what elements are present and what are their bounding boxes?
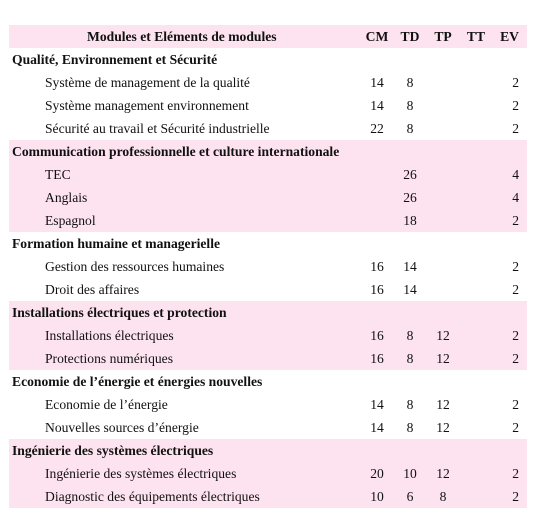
- td-hours: 6: [406, 489, 414, 504]
- cm-hours: 14: [370, 98, 384, 113]
- element-name: Economie de l’énergie: [45, 397, 168, 412]
- section-title: Installations électriques et protection: [12, 305, 227, 320]
- header-tp: TP: [434, 29, 452, 44]
- element-name: TEC: [45, 167, 71, 182]
- ev-value: 2: [512, 75, 519, 90]
- ev-value: 2: [512, 282, 519, 297]
- ev-value: 2: [512, 420, 519, 435]
- ev-value: 2: [512, 328, 519, 343]
- element-name: Installations électriques: [45, 328, 174, 343]
- table-row: [9, 347, 527, 370]
- element-name: Anglais: [45, 190, 88, 205]
- section-row: [9, 48, 527, 71]
- header-ev: EV: [500, 29, 519, 44]
- cm-hours: 20: [370, 466, 384, 481]
- cropped-next-section: [9, 508, 527, 516]
- cm-hours: 14: [370, 75, 384, 90]
- table-row: [9, 71, 527, 94]
- td-hours: 8: [406, 420, 414, 435]
- tp-hours: 12: [436, 397, 450, 412]
- td-hours: 26: [403, 190, 417, 205]
- section-row: [9, 301, 527, 324]
- tt-hours: [463, 71, 489, 94]
- cm-hours: 16: [370, 351, 384, 366]
- section-title: Qualité, Environnement et Sécurité: [12, 52, 218, 67]
- cropped-heading: [0, 0, 535, 6]
- td-hours: 18: [403, 213, 417, 228]
- tt-hours: [463, 347, 489, 370]
- td-hours: 8: [406, 121, 414, 136]
- tt-hours: [463, 163, 489, 186]
- element-name: Gestion des ressources humaines: [45, 259, 225, 274]
- cm-hours: 16: [370, 259, 384, 274]
- tt-hours: [463, 278, 489, 301]
- tt-hours: [463, 324, 489, 347]
- header-modules-label: Modules et Eléments de modules: [87, 29, 277, 44]
- element-name: Sécurité au travail et Sécurité industrielle: [45, 121, 270, 136]
- ev-value: 2: [512, 466, 519, 481]
- tp-hours: [430, 71, 456, 94]
- td-hours: 8: [406, 98, 414, 113]
- ev-value: 2: [512, 351, 519, 366]
- table-row: [9, 324, 527, 347]
- cm-hours: 16: [370, 282, 384, 297]
- td-hours: 14: [403, 282, 417, 297]
- element-name: Protections numériques: [45, 351, 173, 366]
- tt-hours: [463, 393, 489, 416]
- tp-hours: [430, 117, 456, 140]
- table-row: [9, 163, 527, 186]
- tt-hours: [463, 416, 489, 439]
- table-header-row: [9, 25, 527, 48]
- tt-hours: [463, 462, 489, 485]
- tp-hours: 12: [436, 351, 450, 366]
- tt-hours: [463, 186, 489, 209]
- tt-hours: [463, 117, 489, 140]
- header-td: TD: [400, 29, 420, 44]
- element-name: Diagnostic des équipements électriques: [45, 489, 260, 504]
- element-name: Droit des affaires: [45, 282, 140, 297]
- tp-hours: [430, 94, 456, 117]
- tt-hours: [463, 485, 489, 508]
- tp-hours: [430, 255, 456, 278]
- tp-hours: [430, 278, 456, 301]
- section-row: [9, 439, 527, 462]
- td-hours: 8: [406, 75, 414, 90]
- tt-hours: [463, 94, 489, 117]
- table-row: [9, 209, 527, 232]
- element-name: Système de management de la qualité: [45, 75, 250, 90]
- section-title: Formation humaine et managerielle: [12, 236, 221, 251]
- tt-hours: [463, 255, 489, 278]
- table-row: [9, 278, 527, 301]
- ev-value: 2: [512, 397, 519, 412]
- cm-hours: 10: [370, 489, 384, 504]
- cm-hours: [364, 209, 390, 232]
- ev-value: 2: [512, 213, 519, 228]
- table-row: [9, 94, 527, 117]
- table-row: [9, 117, 527, 140]
- header-cm: CM: [365, 29, 389, 44]
- td-hours: 10: [403, 466, 417, 481]
- cm-hours: 14: [370, 420, 384, 435]
- section-title: Communication professionnelle et culture internationale: [12, 144, 340, 159]
- element-name: Ingénierie des systèmes électriques: [45, 466, 237, 481]
- element-name: Système management environnement: [45, 98, 249, 113]
- table-row: [9, 485, 527, 508]
- section-row: [9, 232, 527, 255]
- cm-hours: 22: [370, 121, 384, 136]
- section-row: [9, 370, 527, 393]
- table-row: [9, 462, 527, 485]
- ev-value: 4: [512, 190, 519, 205]
- element-name: Nouvelles sources d’énergie: [45, 420, 199, 435]
- table-row: [9, 255, 527, 278]
- tp-hours: [430, 186, 456, 209]
- section-title: Ingénierie des systèmes électriques: [12, 443, 214, 458]
- table-row: [9, 393, 527, 416]
- tp-hours: [430, 163, 456, 186]
- ev-value: 4: [512, 167, 519, 182]
- tp-hours: 12: [436, 466, 450, 481]
- tp-hours: 12: [436, 420, 450, 435]
- table-row: [9, 186, 527, 209]
- cm-hours: [364, 186, 390, 209]
- td-hours: 8: [406, 351, 414, 366]
- ev-value: 2: [512, 259, 519, 274]
- tp-hours: 12: [436, 328, 450, 343]
- tp-hours: [430, 209, 456, 232]
- td-hours: 8: [406, 397, 414, 412]
- ev-value: 2: [512, 489, 519, 504]
- tt-hours: [463, 209, 489, 232]
- cm-hours: 16: [370, 328, 384, 343]
- ev-value: 2: [512, 121, 519, 136]
- header-tt: TT: [466, 29, 486, 44]
- table-row: [9, 416, 527, 439]
- ev-value: 2: [512, 98, 519, 113]
- section-row: [9, 140, 527, 163]
- cm-hours: [364, 163, 390, 186]
- element-name: Espagnol: [45, 213, 96, 228]
- tp-hours: 8: [439, 489, 447, 504]
- section-title: Economie de l’énergie et énergies nouvelles: [12, 374, 263, 389]
- td-hours: 8: [406, 328, 414, 343]
- td-hours: 26: [403, 167, 417, 182]
- cm-hours: 14: [370, 397, 384, 412]
- td-hours: 14: [403, 259, 417, 274]
